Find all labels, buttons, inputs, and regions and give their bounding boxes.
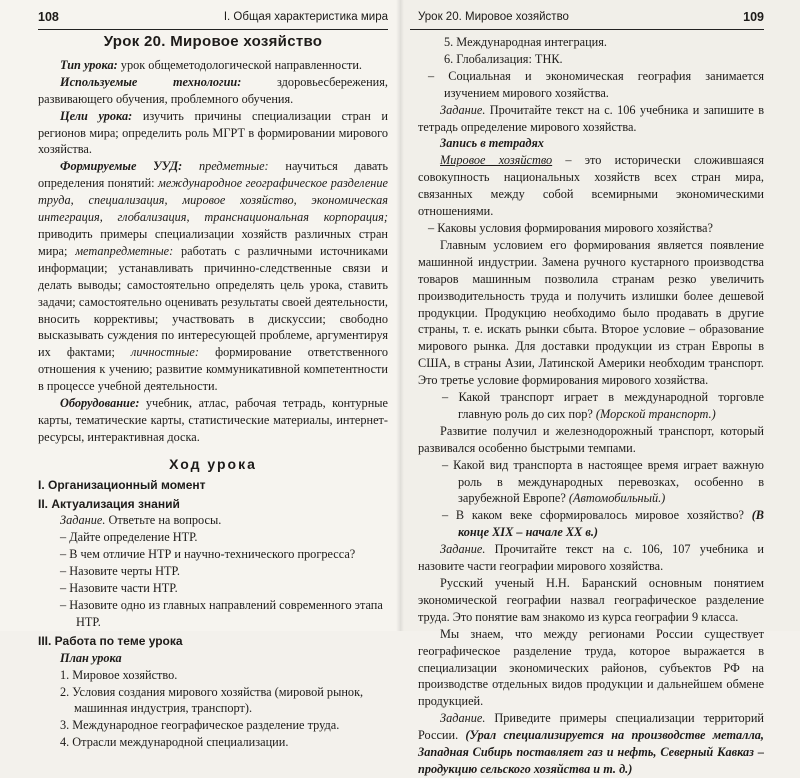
task-text: Прочитайте текст на с. 106, 107 учебника и назовите части географии мирового хозяйства. [418,542,764,574]
task-text: Приведите примеры специализации территорий России. [418,711,764,743]
lesson-course-heading: Ход урока [169,455,257,472]
question-item: – Назовите одно из главных направлений современного этапа НТР. [60,598,383,629]
right-page-number: 109 [743,10,764,24]
question-answer: (В конце XIX – начале XX в.) [458,508,764,540]
notebook-label: Запись в тетрадях [440,136,544,151]
lesson-goals-text: изучить причины специализации стран и регионов мира; определить роль МГРТ в формировании мирового хозяйства. [38,108,388,157]
definition-text: – это исторически сложившаяся совокупность национальных хозяйств всех стран мира, связанных между собой всемирными экономическими отношениями. [418,153,764,219]
left-page-number: 108 [38,10,59,24]
task-mirovoe-definition [418,102,764,136]
equipment-text: учебник, атлас, рабочая тетрадь, контурные карты, тематические карты, статистические материалы, интернет-ресурсы, интерактивная доска. [38,396,388,444]
section-org-moment: I. Организационный момент [38,477,206,492]
left-page-body [38,34,388,751]
task-label: Задание. [440,542,486,557]
lesson-type-text: урок общеметодологической направленности. [117,57,362,72]
technologies-text: здоровьесбережения, развивающего обучения, проблемного обучения. [38,74,388,106]
task-label: Задание. [440,102,486,117]
task-answer: (Урал специализируется на производстве металла, Западная Сибирь поставляет газ и нефть, Северный Кавказ – продукцию сельского хозяйства и т. д.) [418,728,765,776]
plan-item: 6. Глобализация: ТНК. [444,51,563,66]
right-running-header [410,9,764,30]
uud-meta-label: метапредметные: [75,243,174,258]
question-item: – Назовите черты НТР. [60,564,180,579]
plan-item: 5. Международная интеграция. [444,35,607,49]
uud-text-4: формирование ответственного отношения к учению; развитие коммуникативной компетентности в процессе учебной деятельности. [38,345,388,394]
plan-label: План урока [60,650,122,665]
left-running-head-text: I. Общая характеристика мира [223,11,388,23]
left-page [0,0,400,750]
question-item: – Дайте определение НТР. [60,530,198,545]
paragraph-regions: Мы знаем, что между регионами России существует географическое разделение труда, которое выражается в специализации экономических районов, субъектов РФ на производстве отдельных видов продукции и дальнейшем обмене продукцией. [418,626,764,709]
uud-label: Формируемые УУД: [60,159,183,174]
lesson-type [38,57,388,74]
right-page-body [418,34,764,778]
equipment [38,395,388,446]
right-page [400,0,800,776]
lesson-goals-label: Цели урока: [60,108,133,123]
plan-item: 3. Международное географическое разделение труда. [60,718,340,733]
equipment-label: Оборудование: [60,396,140,411]
right-running-head-text: Урок 20. Мировое хозяйство [418,11,569,23]
question-item: – Каковы условия формирования мирового хозяйства? [428,220,713,235]
question-text: – Какой транспорт играет в международной торговле главную роль до сих пор? [442,390,764,421]
uud-terms: международное географическое разделение труда, специализация, мировое хозяйство, экономическая интеграция, глобализация, транснациональная корпорация; [38,176,388,225]
question-item: – В чем отличие НТР и научно-технического прогресса? [60,547,356,562]
paragraph-baransky: Русский ученый Н.Н. Баранский основным понятием экономической географии назвал географическое разделение труда. Это понятие вам знакомо из курса географии 9 класса. [418,576,764,624]
uud-text-2: приводить примеры специализации хозяйств различных стран мира; [38,226,388,258]
uud-text-1: научиться давать определения понятий: [38,159,388,191]
definition-term: Мировое хозяйство [440,153,553,168]
question-text: – Какой вид транспорта в настоящее время играет важную роль в международных перевозках, особенно в зарубежной Европе? [442,457,764,506]
lesson-type-label: Тип урока: [60,57,118,72]
question-answer: (Автомобильный.) [568,491,666,506]
lesson-title: Урок 20. Мировое хозяйство [103,33,323,50]
left-running-header [38,9,388,30]
question-item [418,389,764,423]
plan-item: 2. Условия создания мирового хозяйства (мировой рынок, машинная индустрия, транспорт). [60,684,364,716]
uud-text-3: работать с различными источниками информации; устанавливать причинно-следственные связи и делать выводы; самостоятельно определять цель урока, ставить задачи; самостоятельно оценивать результаты своей деятельности, вносить коррективы; участвовать в дискуссии; свободно высказывать суждения по интересующей проблеме, аргументируя их фактами; [38,243,388,360]
uud-paragraph [38,158,388,395]
plan-item: 1. Мировое хозяйство. [60,667,178,682]
question-answer: (Морской транспорт.) [595,406,716,421]
question-item: – Назовите части НТР. [60,581,178,596]
task-text: Прочитайте текст на с. 106 учебника и запишите в тетрадь определение мирового хозяйства. [418,102,764,134]
lesson-goals [38,108,388,159]
task-text: Ответьте на вопросы. [105,513,222,528]
uud-subject-label: предметные: [182,159,269,174]
paragraph-railway: Развитие получил и железнодорожный транспорт, который развивался особенно быстрыми темпами. [418,423,764,455]
uud-personal-label: личностные: [131,345,199,360]
plan-item: 4. Отрасли международной специализации. [60,735,289,750]
book-gutter [396,0,404,631]
task-label: Задание. [60,513,106,528]
task-geography-parts [418,541,764,575]
dash-statement: – Социальная и экономическая география занимается изучением мирового хозяйства. [428,68,764,100]
section-knowledge-update: II. Актуализация знаний [38,496,180,511]
task-specialization [418,710,764,778]
question-text: – В каком веке сформировалось мировое хозяйство? [442,508,752,523]
paragraph-conditions: Главным условием его формирования является появление машинной индустрии. Замена ручного кустарного производства товаров машинным позволила странам резко увеличить производительность труда и получить излишки более дешевой продукции. Продукцию необходимо было продавать в другие страны, т. е. искать рынки сбыта. Второе условие – образование мирового рынка. Для доставки продукции из стран Европы в США, в страны Азии, Латинской Америки необходим транспорт. Это третье условие формирования мирового хозяйства. [418,237,764,388]
question-item [418,507,764,541]
question-item [418,457,764,508]
task-label: Задание. [440,711,486,726]
section-topic-work: III. Работа по теме урока [38,633,183,648]
task-answer-questions [38,512,388,529]
definition [418,152,764,220]
technologies [38,74,388,108]
technologies-label: Используемые технологии: [60,74,242,89]
